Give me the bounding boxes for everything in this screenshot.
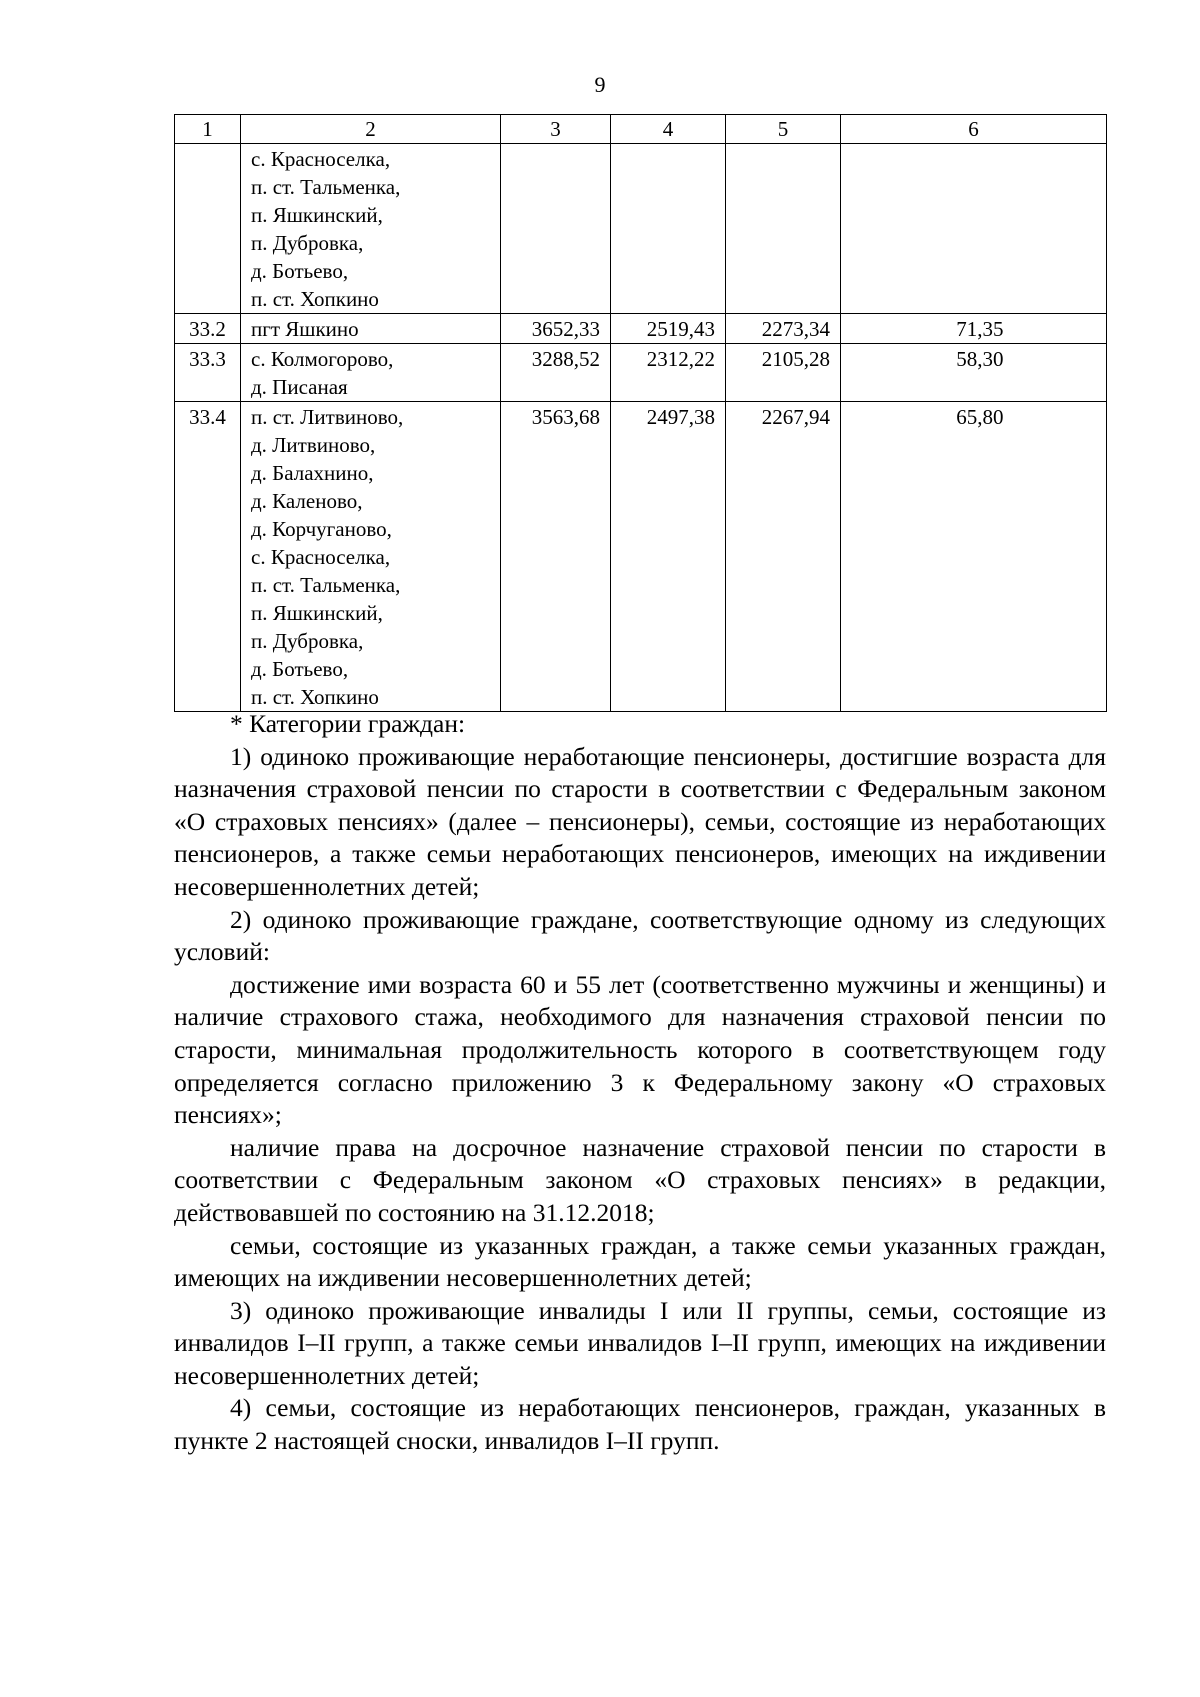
value-cell-3 xyxy=(501,144,611,314)
settlement-name: д. Литвиново, xyxy=(251,433,376,457)
value-6: 65,80 xyxy=(956,405,1004,429)
value-cell-4: 2497,38 xyxy=(611,402,726,712)
footnote-paragraph: семьи, состоящие из указанных граждан, а также семьи указанных граждан, имеющих на иждивении несовершеннолетних детей; xyxy=(174,1230,1106,1293)
settlement-name: п. Яшкинский, xyxy=(251,601,383,625)
settlements-cell xyxy=(241,314,501,344)
value-6: 58,30 xyxy=(956,347,1004,371)
settlement-name: п. ст. Литвиново, xyxy=(251,405,404,429)
settlement-name: д. Балахнино, xyxy=(251,461,374,485)
header-cell: 6 xyxy=(841,115,1107,144)
value-cell-6 xyxy=(841,314,1107,344)
tariff-table xyxy=(174,114,1107,712)
value-cell-5: 2273,34 xyxy=(726,314,841,344)
table-row xyxy=(175,402,1107,712)
value-cell-4 xyxy=(611,144,726,314)
row-number-cell: 33.3 xyxy=(175,344,241,402)
settlement-name: п. Дубровка, xyxy=(251,629,364,653)
value-6: 71,35 xyxy=(956,317,1004,341)
table-row xyxy=(175,314,1107,344)
settlement-name: пгт Яшкино xyxy=(251,317,359,341)
table-row xyxy=(175,144,1107,314)
settlement-name: д. Ботьево, xyxy=(251,657,349,681)
footnote-paragraph: 3) одиноко проживающие инвалиды I или II группы, семьи, состоящие из инвалидов I–II групп, а также семьи инвалидов I–II групп, имеющих на иждивении несовершеннолетних детей; xyxy=(174,1295,1106,1390)
settlement-name: с. Красноселка, xyxy=(251,147,391,171)
settlement-name: с. Красноселка, xyxy=(251,545,391,569)
footnote-categories xyxy=(174,708,1106,1458)
table-row xyxy=(175,344,1107,402)
table-header-row xyxy=(175,115,1107,144)
footnote-paragraph: наличие права на досрочное назначение страховой пенсии по старости в соответствии с Федеральным законом «О страховых пенсиях» в редакции, действовавшей по состоянию на 31.12.2018; xyxy=(174,1132,1106,1227)
settlement-name: д. Корчуганово, xyxy=(251,517,392,541)
settlement-name: п. Дубровка, xyxy=(251,231,364,255)
footnote-paragraph: 1) одиноко проживающие неработающие пенсионеры, достигшие возраста для назначения страховой пенсии по старости в соответствии с Федеральным законом «О страховых пенсиях» (далее – пенсионеры), семьи, состоящие из неработающих пенсионеров, а также семьи неработающих пенсионеров, имеющих на иждивении несовершеннолетних детей; xyxy=(174,741,1106,901)
settlement-name: д. Каленово, xyxy=(251,489,363,513)
row-number-cell: 33.4 xyxy=(175,402,241,712)
value-cell-6 xyxy=(841,402,1107,712)
value-cell-3: 3563,68 xyxy=(501,402,611,712)
header-cell: 5 xyxy=(726,115,841,144)
row-number-cell xyxy=(175,144,241,314)
settlement-name: д. Писаная xyxy=(251,375,348,399)
settlements-cell xyxy=(241,144,501,314)
row-number-cell: 33.2 xyxy=(175,314,241,344)
value-cell-3: 3288,52 xyxy=(501,344,611,402)
settlement-name: с. Колмогорово, xyxy=(251,347,394,371)
footnote-heading: * Категории граждан: xyxy=(230,709,466,738)
page-number: 9 xyxy=(594,72,606,97)
settlement-name: п. ст. Тальменка, xyxy=(251,573,401,597)
footnote-paragraph: достижение ими возраста 60 и 55 лет (соответственно мужчины и женщины) и наличие страхового стажа, необходимого для назначения страховой пенсии по старости, минимальная продолжительность которого в соответствующем году определяется согласно приложению 3 к Федеральному закону «О страховых пенсиях»; xyxy=(174,969,1106,1130)
value-cell-5: 2105,28 xyxy=(726,344,841,402)
settlements-cell xyxy=(241,402,501,712)
footnote-paragraph: 2) одиноко проживающие граждане, соответствующие одному из следующих условий: xyxy=(174,904,1106,967)
settlement-name: п. Яшкинский, xyxy=(251,203,383,227)
header-cell: 1 xyxy=(175,115,241,144)
value-cell-6 xyxy=(841,144,1107,314)
settlement-name: п. ст. Тальменка, xyxy=(251,175,401,199)
value-cell-6 xyxy=(841,344,1107,402)
settlement-name: п. ст. Хопкино xyxy=(251,287,379,311)
header-cell: 4 xyxy=(611,115,726,144)
settlement-name: д. Ботьево, xyxy=(251,259,349,283)
header-cell: 2 xyxy=(241,115,501,144)
value-cell-4: 2519,43 xyxy=(611,314,726,344)
footnote-paragraph: 4) семьи, состоящие из неработающих пенсионеров, граждан, указанных в пункте 2 настоящей сноски, инвалидов I–II групп. xyxy=(174,1393,1106,1456)
value-cell-5 xyxy=(726,144,841,314)
settlements-cell xyxy=(241,344,501,402)
header-cell: 3 xyxy=(501,115,611,144)
settlement-name: п. ст. Хопкино xyxy=(251,685,379,709)
value-cell-5: 2267,94 xyxy=(726,402,841,712)
value-cell-3: 3652,33 xyxy=(501,314,611,344)
value-cell-4: 2312,22 xyxy=(611,344,726,402)
